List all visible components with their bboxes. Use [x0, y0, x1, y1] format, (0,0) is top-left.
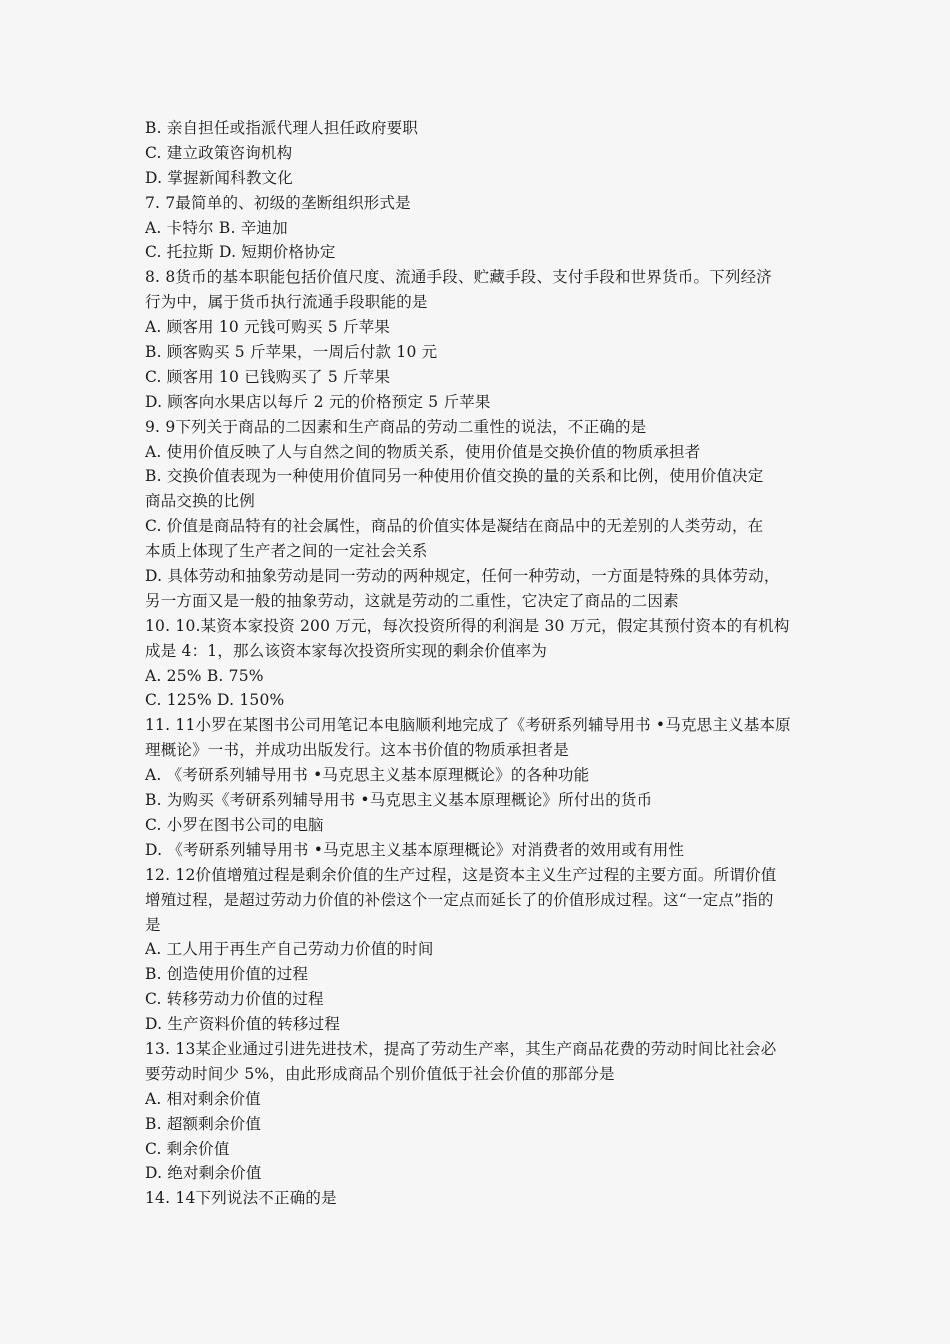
text-line: D. 顾客向水果店以每斤 2 元的价格预定 5 斤苹果	[145, 392, 491, 411]
text-line: D. 《考研系列辅导用书 •马克思主义基本原理概论》对消费者的效用或有用性	[145, 840, 685, 859]
text-line: B. 交换价值表现为一种使用价值同另一种使用价值交换的量的关系和比例，使用价值决定	[145, 467, 764, 486]
text-line: 成是 4：1，那么该资本家每次投资所实现的剩余价值率为	[145, 641, 548, 660]
text-line: 本质上体现了生产者之间的一定社会关系	[145, 542, 428, 561]
question-9-stem: 9. 9下列关于商品的二因素和生产商品的劳动二重性的说法，不正确的是	[145, 417, 647, 436]
text-line: B. 超额剩余价值	[145, 1114, 262, 1133]
text-line: A. 相对剩余价值	[145, 1089, 261, 1108]
text-line: B. 为购买《考研系列辅导用书 •马克思主义基本原理概论》所付出的货币	[145, 791, 653, 810]
text-line: B. 亲自担任或指派代理人担任政府要职	[145, 119, 419, 137]
text-line: 行为中，属于货币执行流通手段职能的是	[145, 293, 428, 312]
text-line: C. 剩余价值	[145, 1139, 230, 1158]
text-line: D. 生产资料价值的转移过程	[145, 1015, 341, 1034]
text-line: C. 转移劳动力价值的过程	[145, 990, 324, 1009]
text-line: 是	[145, 915, 161, 934]
text-line: A. 《考研系列辅导用书 •马克思主义基本原理概论》的各种功能	[145, 766, 590, 785]
question-14-stem: 14. 14下列说法不正确的是	[145, 1189, 337, 1208]
text-line: C. 小罗在图书公司的电脑	[145, 815, 324, 834]
text-line: 增殖过程，是超过劳动力价值的补偿这个一定点而延长了的价值形成过程。这“一定点”指的	[145, 890, 774, 909]
text-line: B. 创造使用价值的过程	[145, 965, 309, 984]
text-line: A. 25% B. 75%	[145, 666, 264, 685]
question-12-stem: 12. 12价值增殖过程是剩余价值的生产过程，这是资本主义生产过程的主要方面。所谓价值	[145, 865, 777, 884]
question-8-stem: 8. 8货币的基本职能包括价值尺度、流通手段、贮藏手段、支付手段和世界货币。下列经济	[145, 268, 772, 287]
question-11-stem: 11. 11小罗在某图书公司用笔记本电脑顺利地完成了《考研系列辅导用书 •马克思主义基本原	[145, 716, 791, 735]
text-line: D. 具体劳动和抽象劳动是同一劳动的两种规定，任何一种劳动，一方面是特殊的具体劳动，	[145, 567, 780, 586]
text-line: 另一方面又是一般的抽象劳动，这就是劳动的二重性，它决定了商品的二因素	[145, 591, 679, 610]
text-line: A. 使用价值反映了人与自然之间的物质关系，使用价值是交换价值的物质承担者	[145, 442, 701, 461]
text-line: C. 托拉斯 D. 短期价格协定	[145, 243, 336, 262]
text-line: C. 顾客用 10 已钱购买了 5 斤苹果	[145, 367, 391, 386]
text-line: 要劳动时间少 5%，由此形成商品个别价值低于社会价值的那部分是	[145, 1064, 615, 1083]
text-line: A. 工人用于再生产自己劳动力价值的时间	[145, 940, 434, 959]
document-body	[145, 116, 810, 1211]
question-7-stem: 7. 7最简单的、初级的垄断组织形式是	[145, 193, 411, 212]
text-line: C. 价值是商品特有的社会属性，商品的价值实体是凝结在商品中的无差别的人类劳动，在	[145, 517, 764, 536]
text-line: 商品交换的比例	[145, 492, 255, 511]
text-line: D. 掌握新闻科教文化	[145, 168, 293, 187]
text-line: C. 125% D. 150%	[145, 691, 285, 710]
text-line: A. 卡特尔 B. 辛迪加	[145, 218, 288, 237]
text-line: 理概论》一书，并成功出版发行。这本书价值的物质承担者是	[145, 741, 569, 760]
question-10-stem: 10. 10.某资本家投资 200 万元，每次投资所得的利润是 30 万元，假定其预付资本的有机构	[145, 616, 790, 635]
text-line: A. 顾客用 10 元钱可购买 5 斤苹果	[145, 318, 391, 337]
text-line: D. 绝对剩余价值	[145, 1164, 262, 1183]
text-line: B. 顾客购买 5 斤苹果，一周后付款 10 元	[145, 343, 438, 362]
text-line: C. 建立政策咨询机构	[145, 143, 293, 162]
question-13-stem: 13. 13某企业通过引进先进技术，提高了劳动生产率，其生产商品花费的劳动时间比社会必	[145, 1039, 777, 1058]
